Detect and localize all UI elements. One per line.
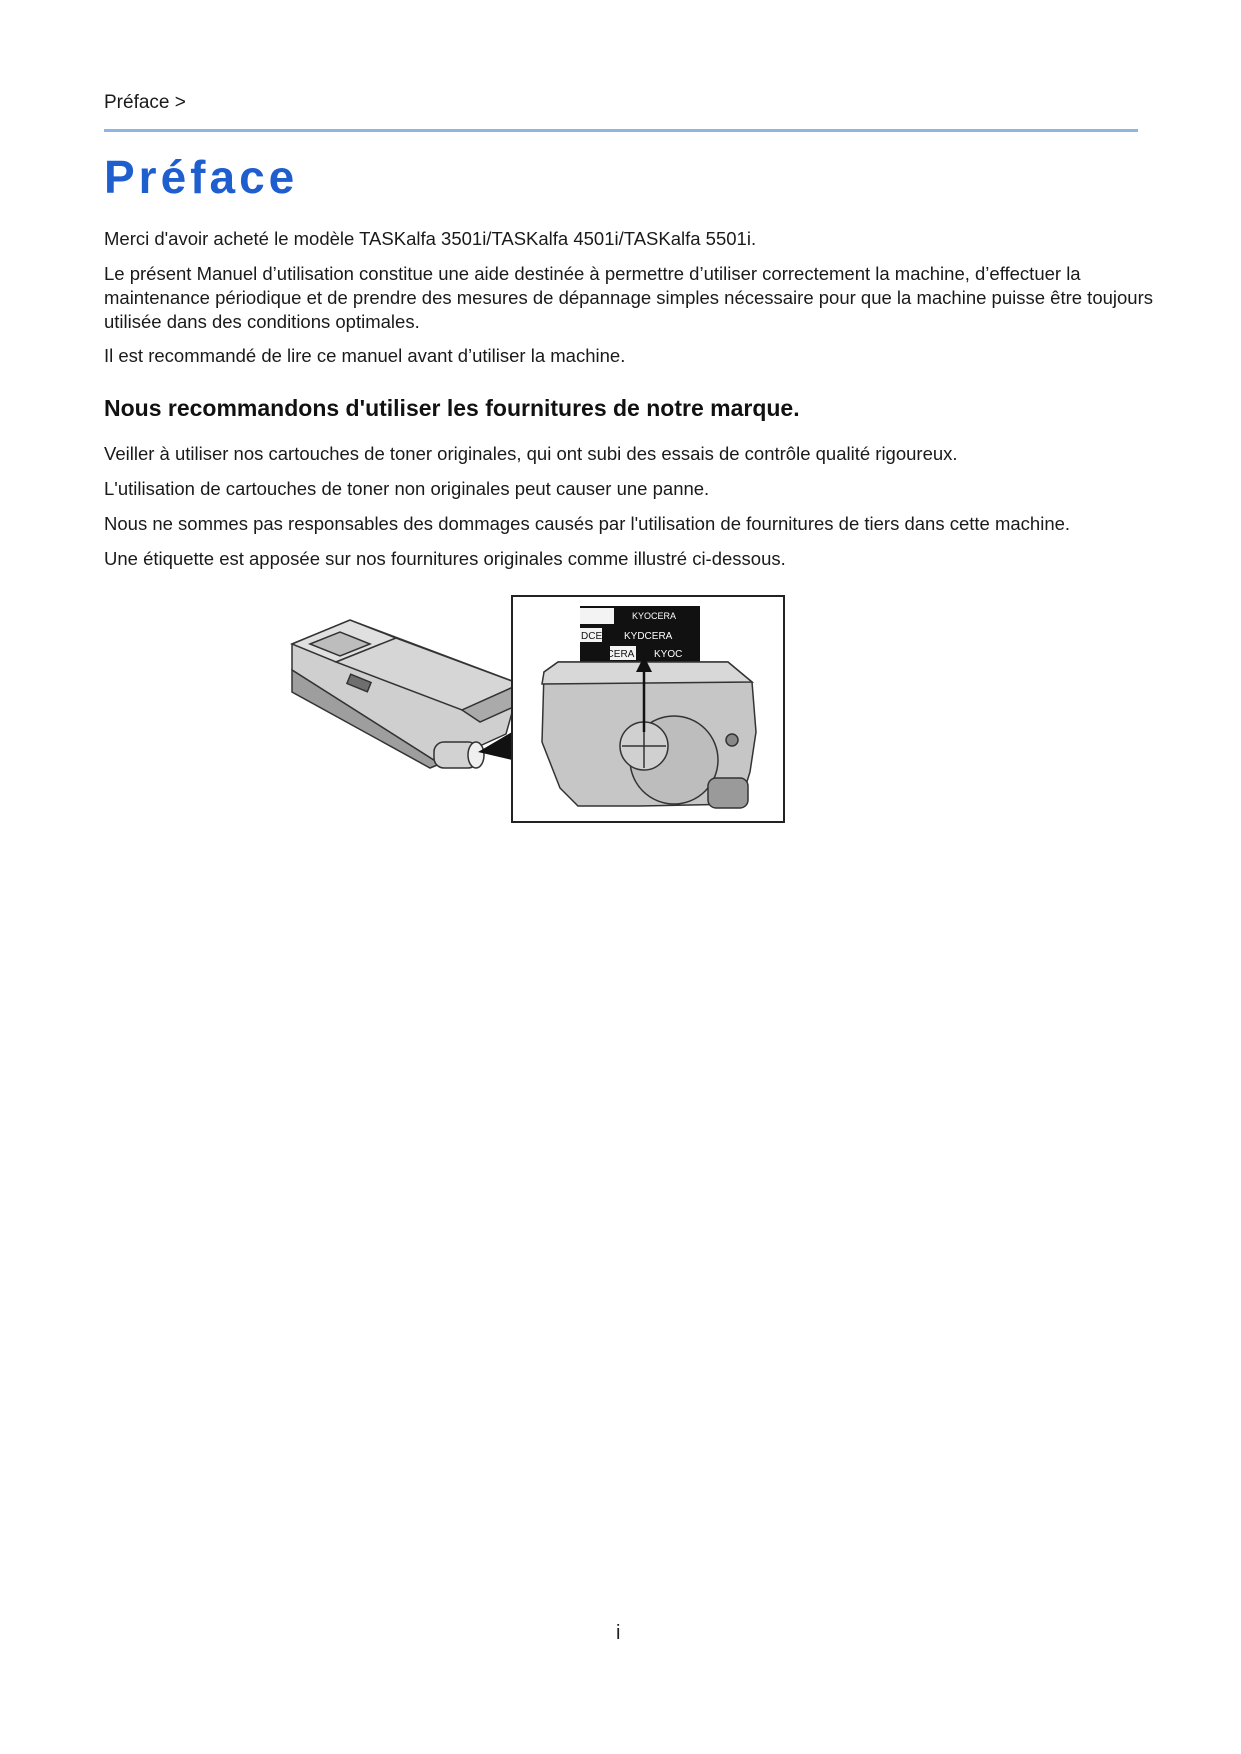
section-line-originals: Veiller à utiliser nos cartouches de toner originales, qui ont subi des essais de contrôle qualité rigoureux. xyxy=(104,443,958,464)
section-heading: Nous recommandons d'utiliser les fournitures de notre marque. xyxy=(104,395,800,421)
header-divider xyxy=(104,129,1138,132)
section-line-non-originals: L'utilisation de cartouches de toner non originales peut causer une panne. xyxy=(104,478,710,499)
paragraph-read-first: Il est recommandé de lire ce manuel avant d’utiliser la machine. xyxy=(104,345,626,366)
cartridge-end-view xyxy=(542,662,756,808)
toner-cartridge-illustration xyxy=(280,592,800,826)
paragraph-purpose: Le présent Manuel d’utilisation constitue une aide destinée à permettre d’utiliser correctement la machine, d’effectuer la maintenance périodique et de prendre des mesures de dépannage simples nécessaire pour que la machine puisse être toujours utilisée dans des conditions optimales. xyxy=(104,263,1153,332)
section-line-label: Une étiquette est apposée sur nos fournitures originales comme illustré ci-dessous. xyxy=(104,548,786,569)
label-fragment-4: KYOC xyxy=(654,649,683,660)
kyocera-label xyxy=(580,606,700,662)
section-line-liability: Nous ne sommes pas responsables des dommages causés par l'utilisation de fournitures de tiers dans cette machine. xyxy=(104,513,1071,534)
page-number: i xyxy=(616,1622,621,1644)
label-fragment-3: KYDCERA xyxy=(586,649,635,660)
page-title: Préface xyxy=(104,151,299,203)
label-fragment-2: KYDCERA xyxy=(624,631,673,642)
label-text-top: KYOCERA xyxy=(632,611,677,621)
breadcrumb[interactable]: Préface > xyxy=(104,92,186,113)
paragraph-thanks: Merci d'avoir acheté le modèle TASKalfa 3501i/TASKalfa 4501i/TASKalfa 5501i. xyxy=(104,228,757,249)
toner-cartridge xyxy=(292,620,520,768)
label-fragment-1: DCERa xyxy=(581,631,615,642)
